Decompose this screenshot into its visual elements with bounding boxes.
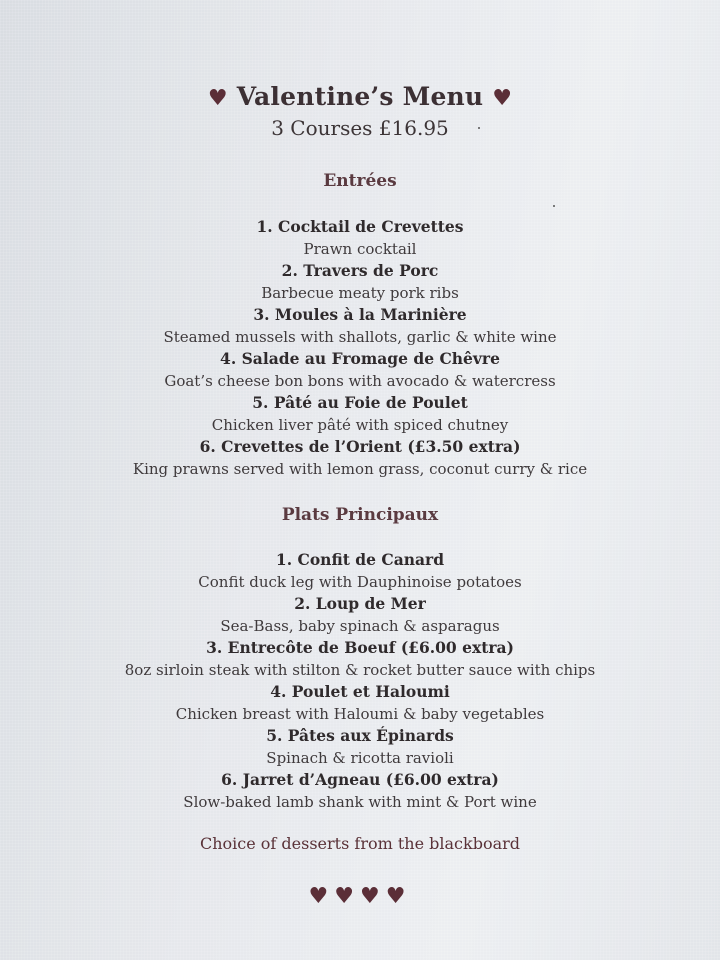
- dish-name: 3. Entrecôte de Boeuf (£6.00 extra): [206, 638, 514, 657]
- dish-name: 5. Pâté au Foie de Poulet: [252, 393, 468, 412]
- dish-description: 8oz sirloin steak with stilton & rocket butter sauce with chips: [124, 661, 596, 679]
- mains-heading: Plats Principaux: [281, 505, 439, 525]
- menu-price: 3 Courses £16.95: [271, 116, 449, 140]
- dish-description: King prawns served with lemon grass, coconut curry & rice: [132, 460, 588, 478]
- entrees-list: [0, 216, 720, 480]
- speck-mark: [553, 205, 555, 207]
- speck-mark: [478, 127, 480, 129]
- dish-description: Chicken breast with Haloumi & baby vegetables: [175, 705, 545, 723]
- hearts-decoration: ♥♥♥♥: [308, 884, 412, 909]
- menu-title-text: Valentine’s Menu: [236, 82, 484, 111]
- dish-description: Goat’s cheese bon bons with avocado & watercress: [164, 372, 556, 390]
- dish-name: 1. Confit de Canard: [275, 550, 445, 569]
- mains-list: [0, 549, 720, 813]
- dish-name: 6. Jarret d’Agneau (£6.00 extra): [221, 770, 499, 789]
- dish-name: 6. Crevettes de l’Orient (£3.50 extra): [199, 437, 521, 456]
- menu-title: [0, 82, 720, 111]
- dish-name: 4. Poulet et Haloumi: [270, 682, 450, 701]
- dish-description: Slow-baked lamb shank with mint & Port wine: [183, 793, 537, 811]
- dish-description: Spinach & ricotta ravioli: [266, 749, 454, 767]
- dish-name: 1. Cocktail de Crevettes: [256, 217, 464, 236]
- entrees-heading: Entrées: [323, 171, 397, 191]
- heart-icon: ♥: [492, 85, 513, 111]
- dish-name: 5. Pâtes aux Épinards: [266, 726, 454, 745]
- dish-name: 4. Salade au Fromage de Chêvre: [220, 349, 500, 368]
- desserts-note: Choice of desserts from the blackboard: [199, 834, 521, 853]
- dish-description: Chicken liver pâté with spiced chutney: [211, 416, 509, 434]
- dish-name: 3. Moules à la Marinière: [253, 305, 467, 324]
- dish-description: Barbecue meaty pork ribs: [261, 284, 459, 302]
- heart-icon: ♥: [207, 85, 228, 111]
- dish-name: 2. Loup de Mer: [294, 594, 426, 613]
- dish-description: Confit duck leg with Dauphinoise potatoes: [198, 573, 522, 591]
- dish-description: Steamed mussels with shallots, garlic & white wine: [163, 328, 557, 346]
- dish-description: Sea-Bass, baby spinach & asparagus: [220, 617, 500, 635]
- dish-description: Prawn cocktail: [303, 240, 417, 258]
- dish-name: 2. Travers de Porc: [281, 261, 439, 280]
